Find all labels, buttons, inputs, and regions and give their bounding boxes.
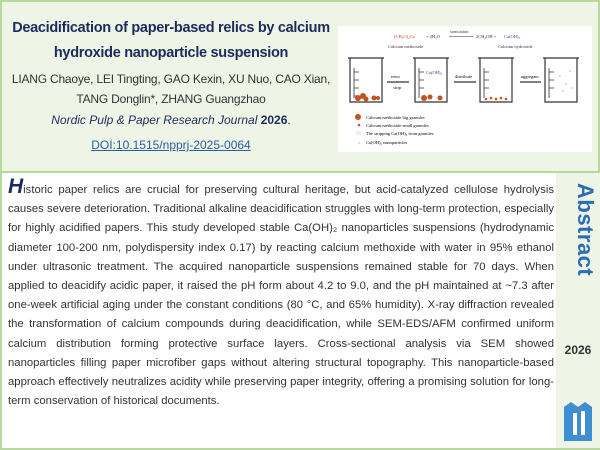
equation-product: Ca(OH)₂ <box>504 34 521 39</box>
publisher-logo <box>564 401 592 443</box>
authors <box>4 69 338 109</box>
paper-meta <box>4 16 338 153</box>
year-label: 2026 <box>564 343 592 357</box>
legend-item: The stripping Ca(OH)₂ from granules <box>366 131 434 136</box>
abstract-text <box>8 175 554 411</box>
arrow-aggregate: aggregate <box>521 74 539 79</box>
equation-condition: sonication <box>450 29 469 34</box>
granules <box>355 93 507 126</box>
header-panel <box>0 0 600 173</box>
arrow-distribute: distribute <box>455 74 472 79</box>
journal-citation: Nordic Pulp & Paper Research Journal 2026. <box>51 113 291 127</box>
graphical-abstract-figure <box>338 26 592 152</box>
abstract-body: istoric paper relics are crucial for preserving cultural heritage, but acid-catalyzed cellulose hydrolysis causes severe deterioration. Traditional alkaline deacidification struggles with long-term protection, especially for highly acidified papers. This study developed stable Ca(OH)₂ nanoparticles suspensions (hydrodynamic diameter 100-200 nm, polydispersity index 0.17) by reacting calcium methoxide with water in 95% ethanol under ultrasonic treatment. The acquired nanoparticle suspensions remained stable for 70 days. When applied to deacidify acidic paper, it raised the pH form about 4.2 to 9.0, and the pH maintained at ~7.3 after one-week artificial aging under the constant conditions (80 °C, and 65% humidity). X-ray diffraction revealed the transformation of calcium compounds during deacidification, while SEM-EDS/AFM confirmed uniform calcium distribution forming protective surface layers. Cross-sectional analysis via SEM showed nanoparticles filling paper microfiber gaps without altering structural topography. This nanoparticle-based approach effectively neutralizes acidity while preserving paper integrity, offering a promising solution for long-term conservation of historical documents. <box>8 184 554 408</box>
arrow-react: react <box>391 74 400 79</box>
abstract-panel <box>0 173 600 450</box>
beakers <box>348 58 579 102</box>
equation-reactant: (CH₃O)₂Ca <box>394 34 415 39</box>
legend-stripping-swatch <box>356 131 361 135</box>
side-strip <box>556 173 600 448</box>
doi-link[interactable]: DOI:10.1515/npprj-2025-0064 <box>91 138 251 152</box>
equation-water: + 2H₂O <box>426 34 440 39</box>
legend-item: Ca(OH)₂ nanoparticles <box>366 140 408 145</box>
authors-line-2: TANG Donglin*, ZHANG Guangzhao <box>76 92 266 106</box>
drop-cap: H <box>8 175 24 198</box>
label-calcium-methoxide: Calcium methoxide <box>388 44 424 49</box>
equation-methanol: 2CH₃OH + <box>476 34 497 39</box>
journal-year: 2026 <box>260 113 288 127</box>
label-calcium-hydroxide: Calcium hydroxide <box>498 44 533 49</box>
paper-title: Deacidification of paper-based relics by calcium hydroxide nanoparticle suspension <box>12 20 330 61</box>
legend-item: Calcium methoxide small granules <box>366 123 429 128</box>
abstract-label: Abstract <box>573 183 598 277</box>
legend-item: Calcium methoxide big granules <box>366 115 425 120</box>
beaker-label: Ca(OH)₂ <box>426 70 443 75</box>
journal-name: Nordic Pulp & Paper Research Journal <box>51 113 258 127</box>
arrow-strip: strip <box>393 85 402 90</box>
authors-line-1: LIANG Chaoye, LEI Tingting, GAO Kexin, XU Nuo, CAO Xian, <box>11 72 331 86</box>
